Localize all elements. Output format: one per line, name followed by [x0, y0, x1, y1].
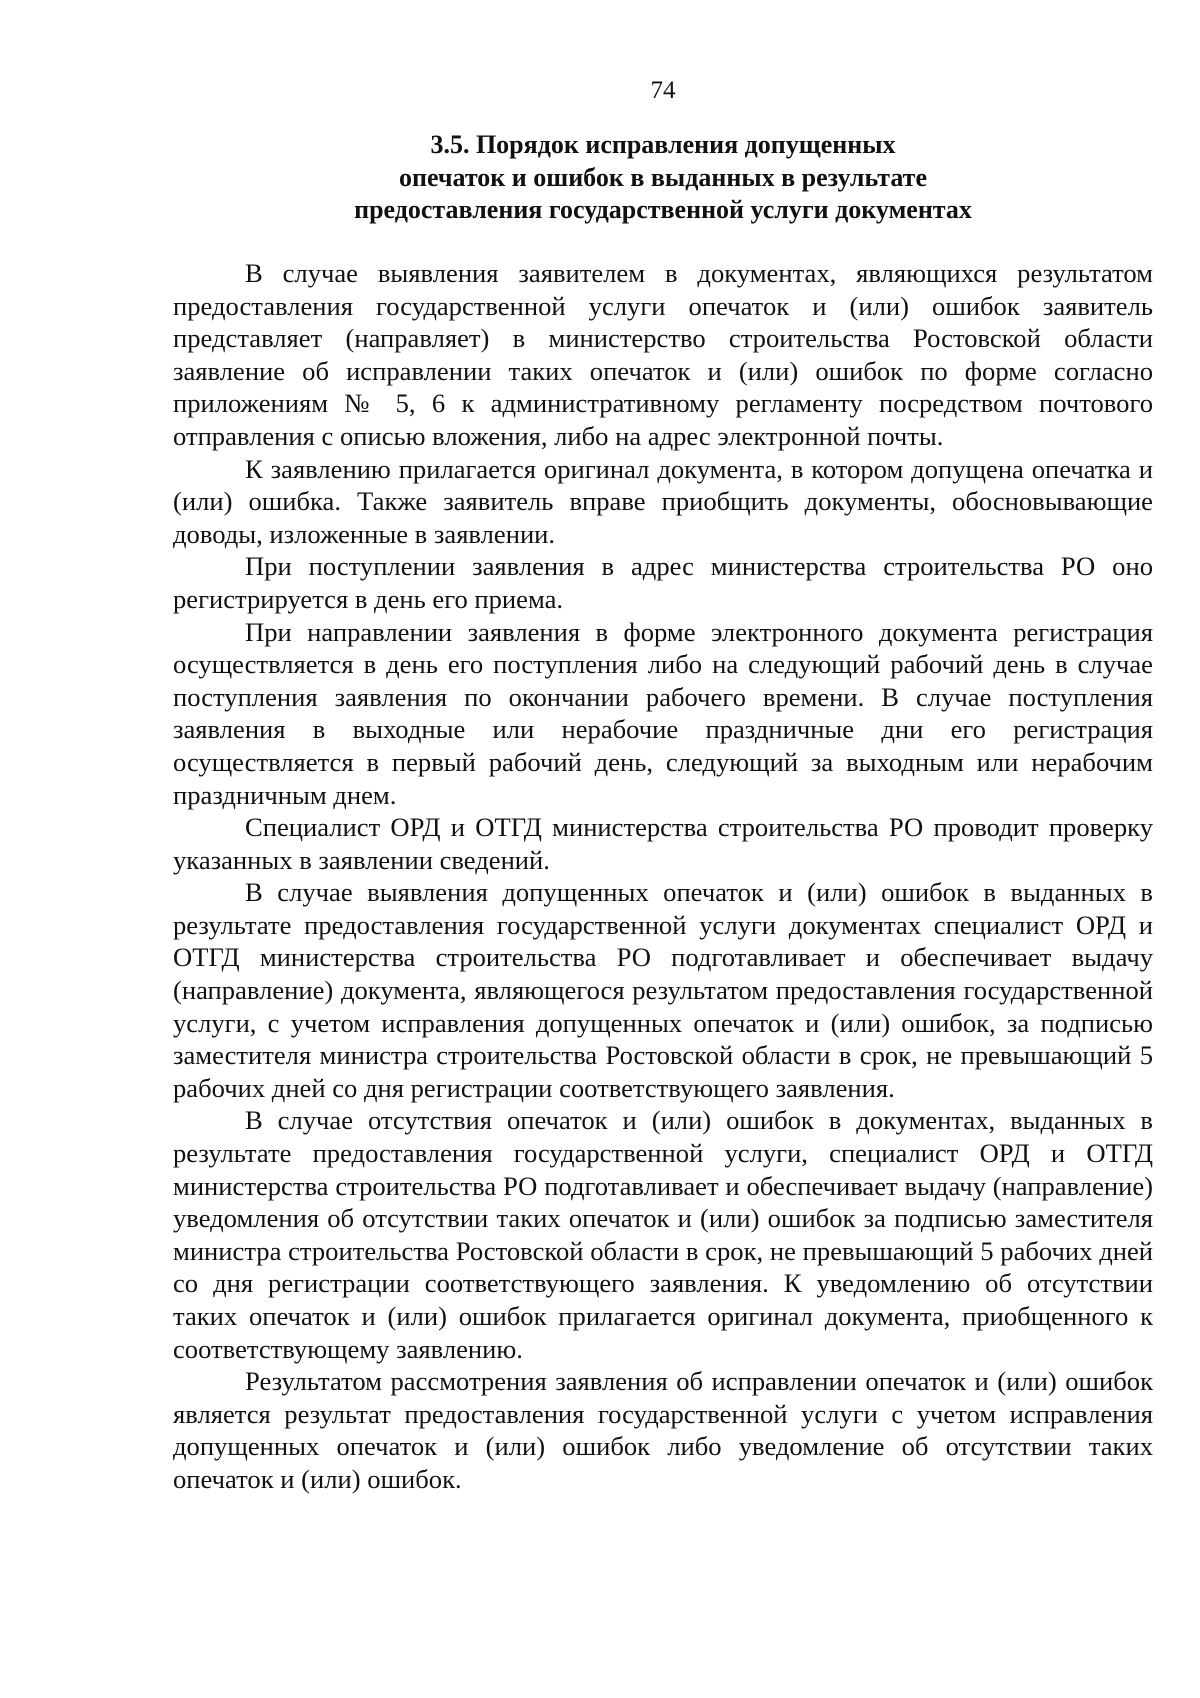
paragraph: При поступлении заявления в адрес министерства строительства РО оно регистрируется в день его приема.	[173, 551, 1153, 614]
section-title-line: 3.5. Порядок исправления допущенных	[430, 130, 896, 159]
paragraph: При направлении заявления в форме электронного документа регистрация осуществляется в день его поступления либо на следующий рабочий день в случае поступления заявления по окончании рабочего времени. В случае поступления заявления в выходные или нерабочие праздничные дни его регистрация осуществляется в первый рабочий день, следующий за выходным или нерабочим праздничным днем.	[173, 616, 1153, 810]
section-body	[173, 257, 1153, 1496]
section-title-line: предоставления государственной услуги документах	[354, 195, 972, 224]
paragraph: В случае выявления заявителем в документах, являющихся результатом предоставления государственной услуги опечаток и (или) ошибок заявитель представляет (направляет) в министерство строительства Ростовской области заявление об исправлении таких опечаток и (или) ошибок по форме согласно приложениям № 5, 6 к административному регламенту посредством почтового отправления с описью вложения, либо на адрес электронной почты.	[173, 258, 1153, 451]
paragraph: Специалист ОРД и ОТГД министерства строительства РО проводит проверку указанных в заявлении сведений.	[173, 812, 1153, 875]
page-number: 74	[650, 77, 676, 104]
paragraph: Результатом рассмотрения заявления об исправлении опечаток и (или) ошибок является результат предоставления государственной услуги с учетом исправления допущенных опечаток и (или) ошибок либо уведомление об отсутствии таких опечаток и (или) ошибок.	[173, 1366, 1153, 1494]
paragraph: В случае отсутствия опечаток и (или) ошибок в документах, выданных в результате предоставления государственной услуги, специалист ОРД и ОТГД министерства строительства РО подготавливает и обеспечивает выдачу (направление) уведомления об отсутствии таких опечаток и (или) ошибок за подписью заместителя министра строительства Ростовской области в срок, не превышающий 5 рабочих дней со дня регистрации соответствующего заявления. К уведомлению об отсутствии таких опечаток и (или) ошибок прилагается оригинал документа, приобщенного к соответствующему заявлению.	[173, 1105, 1153, 1364]
section-title-line: опечаток и ошибок в выданных в результате	[399, 162, 927, 192]
paragraph: К заявлению прилагается оригинал документа, в котором допущена опечатка и (или) ошибка. Также заявитель вправе приобщить документы, обосновывающие доводы, изложенные в заявлении.	[173, 453, 1153, 549]
section-title	[173, 129, 1153, 227]
paragraph: В случае выявления допущенных опечаток и (или) ошибок в выданных в результате предоставления государственной услуги документах специалист ОРД и ОТГД министерства строительства РО подготавливает и обеспечивает выдачу (направление) документа, являющегося результатом предоставления государственной услуги, с учетом исправления допущенных опечаток и (или) ошибок, за подписью заместителя министра строительства Ростовской области в срок, не превышающий 5 рабочих дней со дня регистрации соответствующего заявления.	[173, 877, 1153, 1103]
